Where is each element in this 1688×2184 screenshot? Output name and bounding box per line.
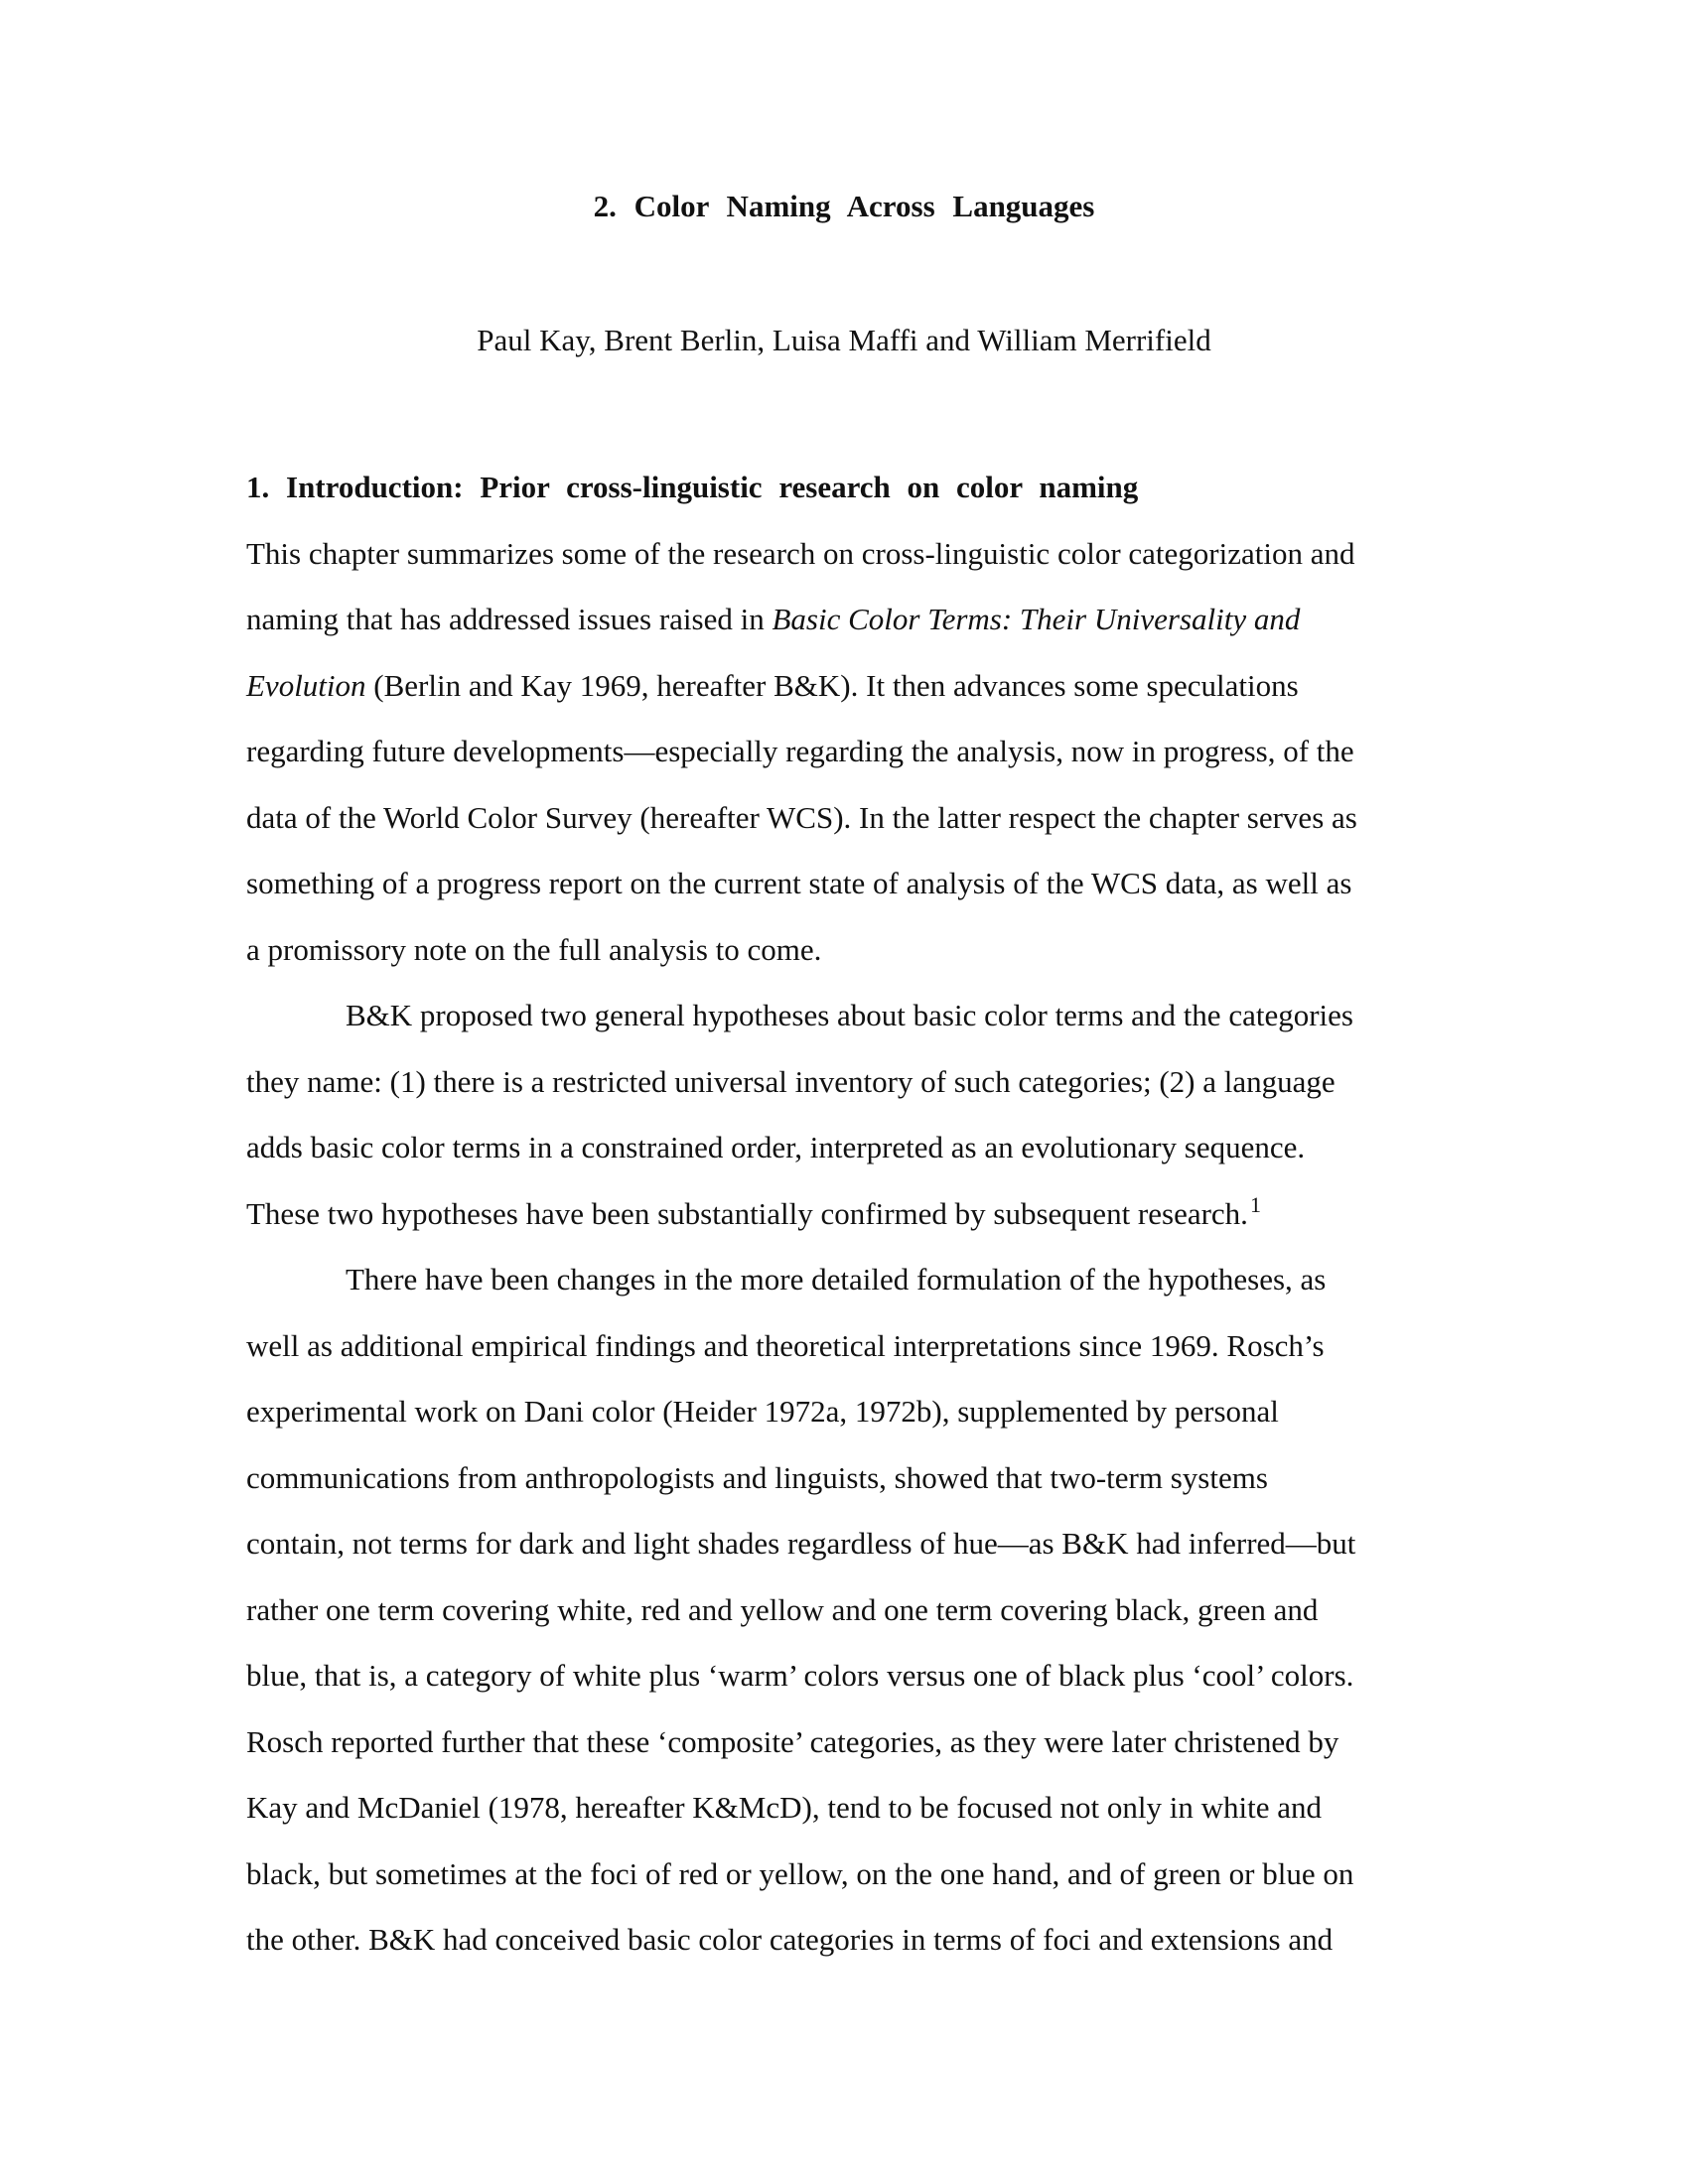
text-line: a promissory note on the full analysis to come. <box>246 931 822 967</box>
text-line: experimental work on Dani color (Heider 1972a, 1972b), supplemented by personal <box>246 1394 1279 1429</box>
text-line: something of a progress report on the current state of analysis of the WCS data, as well as <box>246 866 1352 900</box>
book-title-italic: Basic Color Terms: Their Universality and <box>772 602 1301 636</box>
text-line: well as additional empirical findings and theoretical interpretations since 1969. Rosch’s <box>246 1327 1325 1363</box>
author-list: Paul Kay, Brent Berlin, Luisa Maffi and William Merrifield <box>477 323 1211 357</box>
paragraph-1 <box>246 521 1438 984</box>
text-line <box>246 587 1438 653</box>
text-line: data of the World Color Survey (hereafter WCS). In the latter respect the chapter serves as <box>246 799 1357 835</box>
text-line: regarding future developments—especially regarding the analysis, now in progress, of the <box>246 734 1354 768</box>
footnote-reference[interactable]: 1 <box>1249 1191 1261 1217</box>
text-line: This chapter summarizes some of the research on cross-linguistic color categorization and <box>246 535 1355 571</box>
text-line: contain, not terms for dark and light shades regardless of hue—as B&K had inferred—but <box>246 1526 1356 1561</box>
body-text <box>246 455 1438 1974</box>
chapter-title: 2. Color Naming Across Languages <box>593 189 1095 223</box>
text-line: communications from anthropologists and linguists, showed that two-term systems <box>246 1459 1268 1495</box>
text-line: black, but sometimes at the foci of red or yellow, on the one hand, and of green or blue on <box>246 1855 1354 1891</box>
text-line: the other. B&K had conceived basic color categories in terms of foci and extensions and <box>246 1922 1334 1957</box>
text-line: adds basic color terms in a constrained order, interpreted as an evolutionary sequence. <box>246 1130 1306 1164</box>
text-run: (Berlin and Kay 1969, hereafter B&K). It then advances some speculations <box>365 667 1299 703</box>
text-line: B&K proposed two general hypotheses about basic color terms and the categories <box>346 998 1353 1032</box>
paragraph-2 <box>246 983 1438 1247</box>
section-heading: 1. Introduction: Prior cross-linguistic research on color naming <box>246 470 1139 504</box>
text-line: blue, that is, a category of white plus ‘warm’ colors versus one of black plus ‘cool’ colors. <box>246 1658 1354 1693</box>
text-line: Rosch reported further that these ‘composite’ categories, as they were later christened by <box>246 1723 1339 1759</box>
text-line: they name: (1) there is a restricted universal inventory of such categories; (2) a language <box>246 1063 1336 1099</box>
paragraph-3 <box>246 1247 1438 1974</box>
text-run: naming that has addressed issues raised in <box>246 602 773 636</box>
text-line: rather one term covering white, red and yellow and one term covering black, green and <box>246 1591 1319 1627</box>
book-title-italic: Evolution <box>246 667 366 703</box>
text-line: Kay and McDaniel (1978, hereafter K&McD), tend to be focused not only in white and <box>246 1790 1322 1825</box>
text-line <box>246 653 1438 720</box>
text-run: These two hypotheses have been substantially confirmed by subsequent research. <box>246 1195 1248 1231</box>
text-line: There have been changes in the more detailed formulation of the hypotheses, as <box>346 1262 1327 1297</box>
text-line <box>246 1181 1438 1248</box>
